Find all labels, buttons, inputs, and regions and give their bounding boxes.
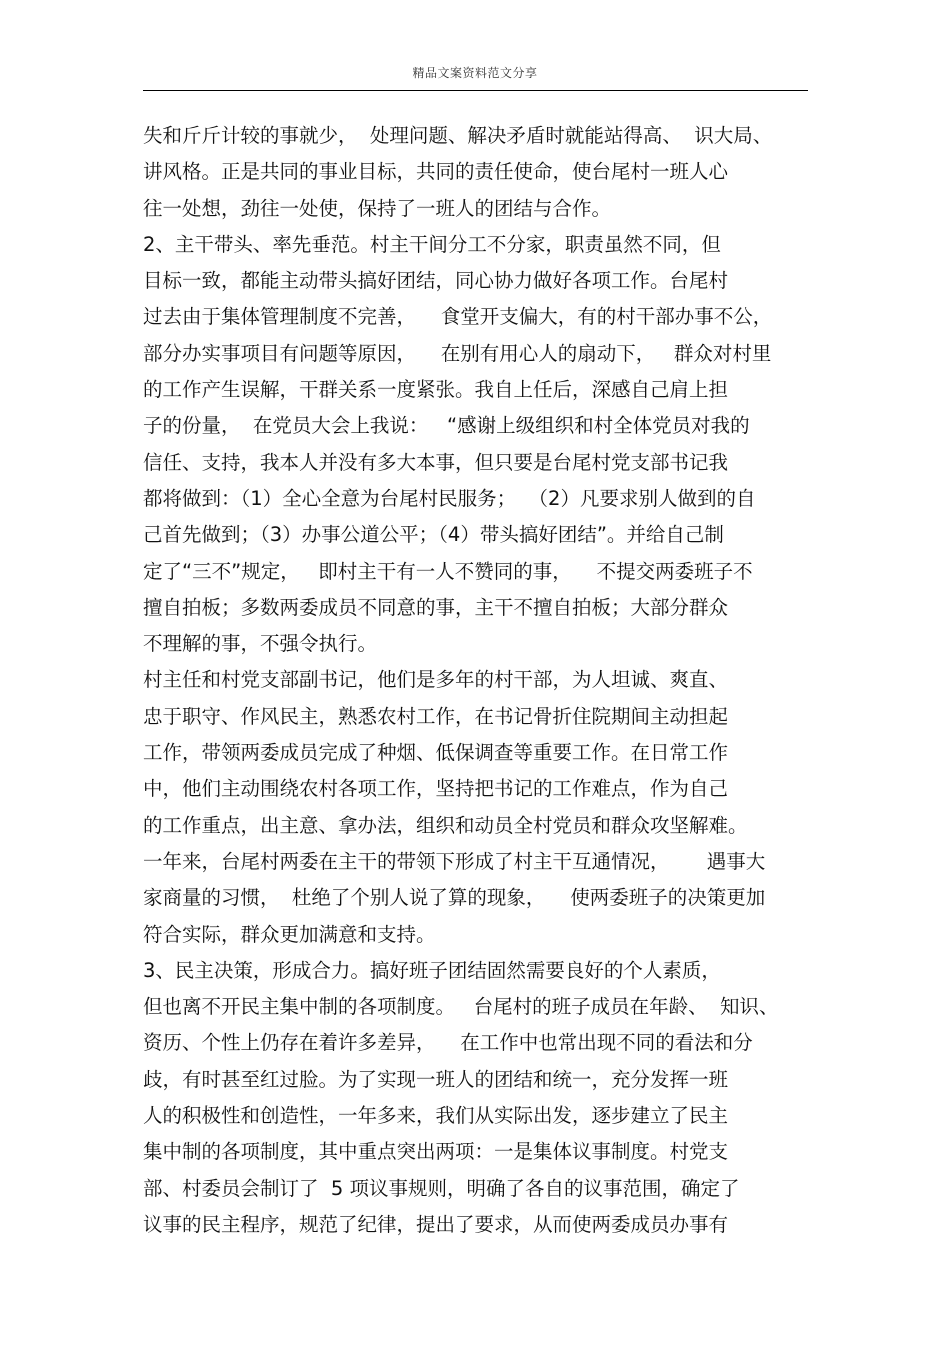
text-line: 己首先做到；（3）办事公道公平；（4）带头搞好团结”。并给自己制 <box>143 523 724 547</box>
text-line: 都将做到：（1）全心全意为台尾村民服务； （2）凡要求别人做到的自 <box>143 486 756 510</box>
text-line: 失和斤斤计较的事就少， 处理问题、解决矛盾时就能站得高、 识大局、 <box>143 124 773 147</box>
page-header: 精品文案资料范文分享 <box>412 66 538 80</box>
text-line: 一年来，台尾村两委在主干的带领下形成了村主干互通情况， 遇事大 <box>143 849 766 873</box>
header-divider <box>143 90 808 91</box>
text-line: 集中制的各项制度，其中重点突出两项：一是集体议事制度。村党支 <box>143 1140 729 1164</box>
text-line: 目标一致，都能主动带头搞好团结，同心协力做好各项工作。台尾村 <box>143 269 729 293</box>
text-line: 部分办实事项目有问题等原因， 在别有用心人的扇动下， 群众对村里 <box>143 341 772 365</box>
text-line: 讲风格。正是共同的事业目标，共同的责任使命，使台尾村一班人心 <box>143 160 729 184</box>
document-body <box>143 118 823 1243</box>
text-line: 子的份量， 在党员大会上我说： “感谢上级组织和村全体党员对我的 <box>143 414 750 438</box>
text-line: 符合实际，群众更加满意和支持。 <box>143 922 436 946</box>
text-line: 村主任和村党支部副书记，他们是多年的村干部，为人坦诚、爽直、 <box>143 668 729 692</box>
text-line: 擅自拍板；多数两委成员不同意的事，主干不擅自拍板；大部分群众 <box>143 595 729 619</box>
text-line: 的工作重点，出主意、拿办法，组织和动员全村党员和群众攻坚解难。 <box>143 813 748 837</box>
text-line: 2、主干带头、率先垂范。村主干间分工不分家，职责虽然不同，但 <box>143 232 721 256</box>
text-line: 的工作产生误解，干群关系一度紧张。我自上任后，深感自己肩上担 <box>143 378 729 402</box>
text-line: 歧，有时甚至红过脸。为了实现一班人的团结和统一，充分发挥一班 <box>143 1067 729 1091</box>
text-line: 但也离不开民主集中制的各项制度。 台尾村的班子成员在年龄、 知识、 <box>143 995 779 1019</box>
text-line: 忠于职守、作风民主，熟悉农村工作，在书记骨折住院期间主动担起 <box>143 704 729 728</box>
text-line: 3、民主决策，形成合力。搞好班子团结固然需要良好的个人素质， <box>143 958 721 982</box>
text-line: 家商量的习惯， 杜绝了个别人说了算的现象， 使两委班子的决策更加 <box>143 886 766 910</box>
text-line: 工作，带领两委成员完成了种烟、低保调查等重要工作。在日常工作 <box>143 741 729 765</box>
text-line: 资历、个性上仍存在着许多差异， 在工作中也常出现不同的看法和分 <box>143 1031 753 1055</box>
text-line: 人的积极性和创造性，一年多来，我们从实际出发，逐步建立了民主 <box>143 1104 729 1128</box>
text-line: 过去由于集体管理制度不完善， 食堂开支偏大，有的村干部办事不公， <box>143 305 773 329</box>
text-line: 部、村委员会制订了 5 项议事规则，明确了各自的议事范围，确定了 <box>143 1176 740 1200</box>
text-line: 往一处想，劲往一处使，保持了一班人的团结与合作。 <box>143 196 612 220</box>
text-line: 议事的民主程序，规范了纪律，提出了要求，从而使两委成员办事有 <box>143 1212 729 1236</box>
text-line: 信任、支持，我本人并没有多大本事，但只要是台尾村党支部书记我 <box>143 450 729 474</box>
text-line: 定了“三不”规定， 即村主干有一人不赞同的事， 不提交两委班子不 <box>143 559 753 583</box>
text-line: 不理解的事，不强令执行。 <box>143 632 378 656</box>
text-line: 中，他们主动围绕农村各项工作，坚持把书记的工作难点，作为自己 <box>143 777 729 801</box>
